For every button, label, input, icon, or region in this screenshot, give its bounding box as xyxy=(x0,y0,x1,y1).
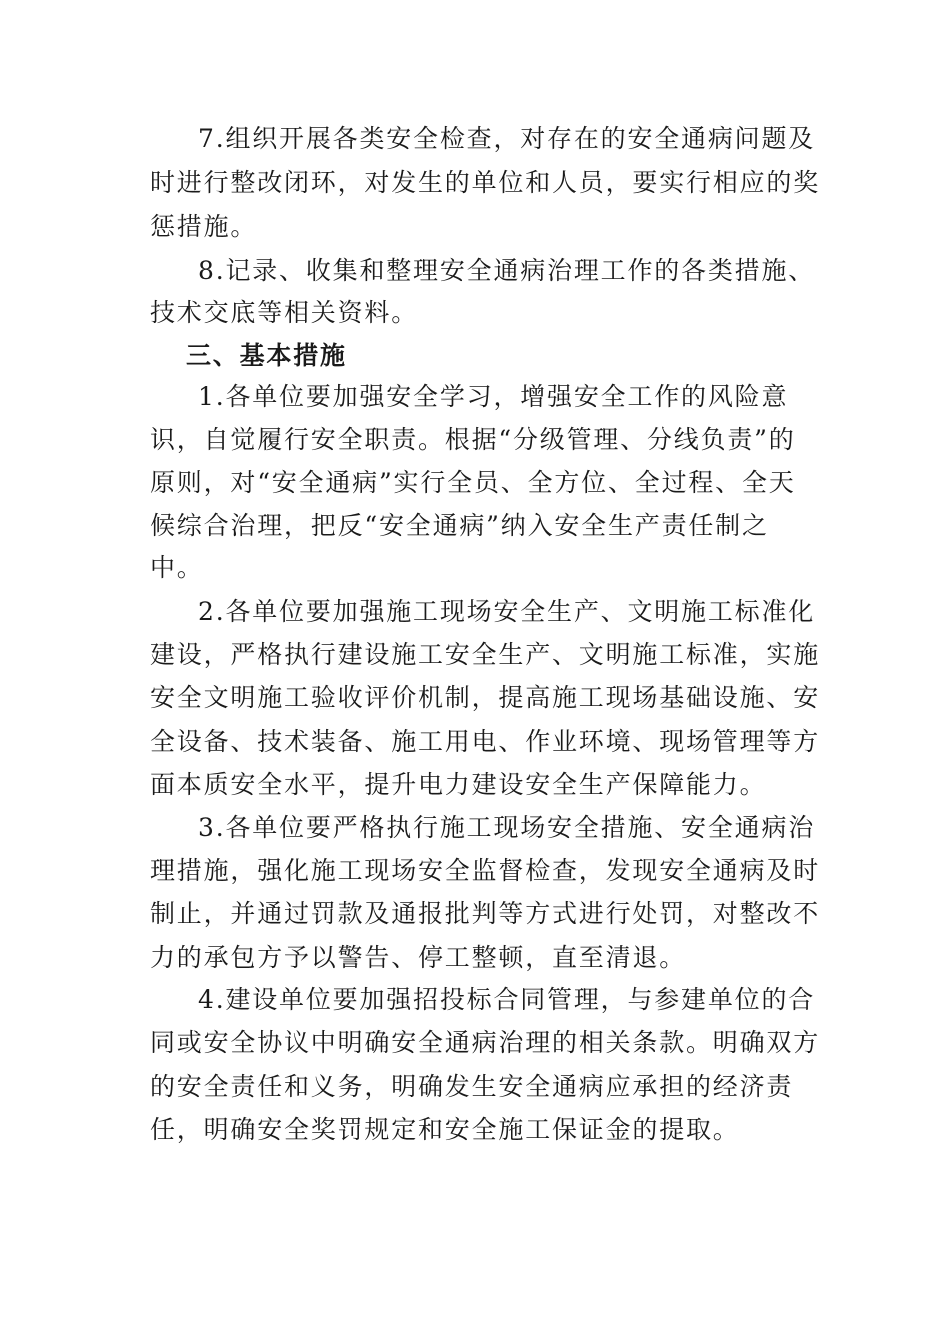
measure-2-line-4: 全设备、技术装备、施工用电、作业环境、现场管理等方 xyxy=(150,727,821,756)
measure-3-line-3: 制止，并通过罚款及通报批判等方式进行处罚，对整改不 xyxy=(150,899,821,928)
measure-2-line-5: 面本质安全水平，提升电力建设安全生产保障能力。 xyxy=(150,770,767,799)
paragraph-8-line-2: 技术交底等相关资料。 xyxy=(150,298,419,327)
measure-1-line-2: 识，自觉履行安全职责。根据“分级管理、分线负责”的 xyxy=(150,425,796,454)
paragraph-7-line-2: 时进行整改闭环，对发生的单位和人员，要实行相应的奖 xyxy=(150,168,821,197)
measure-1-line-4: 候综合治理，把反“安全通病”纳入安全生产责任制之 xyxy=(150,511,769,540)
measure-4-line-3: 的安全责任和义务，明确发生安全通病应承担的经济责 xyxy=(150,1072,794,1101)
measure-3-line-2: 理措施，强化施工现场安全监督检查，发现安全通病及时 xyxy=(150,856,821,885)
measure-3-line-4: 力的承包方予以警告、停工整顿，直至清退。 xyxy=(150,943,687,972)
measure-4-line-2: 同或安全协议中明确安全通病治理的相关条款。明确双方 xyxy=(150,1028,821,1057)
measure-4-line-1: 4.建设单位要加强招投标合同管理，与参建单位的合 xyxy=(198,985,816,1014)
paragraph-7-line-1: 7.组织开展各类安全检查，对存在的安全通病问题及 xyxy=(198,124,816,153)
measure-1-line-5: 中。 xyxy=(150,553,204,582)
measure-2-line-2: 建设，严格执行建设施工安全生产、文明施工标准，实施 xyxy=(150,640,821,669)
measure-1-line-3: 原则，对“安全通病”实行全员、全方位、全过程、全天 xyxy=(150,468,796,497)
paragraph-7-line-3: 惩措施。 xyxy=(150,212,258,241)
measure-2-line-1: 2.各单位要加强施工现场安全生产、文明施工标准化 xyxy=(198,597,816,626)
measure-3-line-1: 3.各单位要严格执行施工现场安全措施、安全通病治 xyxy=(198,813,816,842)
measure-4-line-4: 任，明确安全奖罚规定和安全施工保证金的提取。 xyxy=(150,1115,740,1144)
paragraph-8-line-1: 8.记录、收集和整理安全通病治理工作的各类措施、 xyxy=(198,256,816,285)
measure-1-line-1: 1.各单位要加强安全学习，增强安全工作的风险意 xyxy=(198,382,789,411)
section-heading: 三、基本措施 xyxy=(186,341,347,370)
measure-2-line-3: 安全文明施工验收评价机制，提高施工现场基础设施、安 xyxy=(150,683,821,712)
